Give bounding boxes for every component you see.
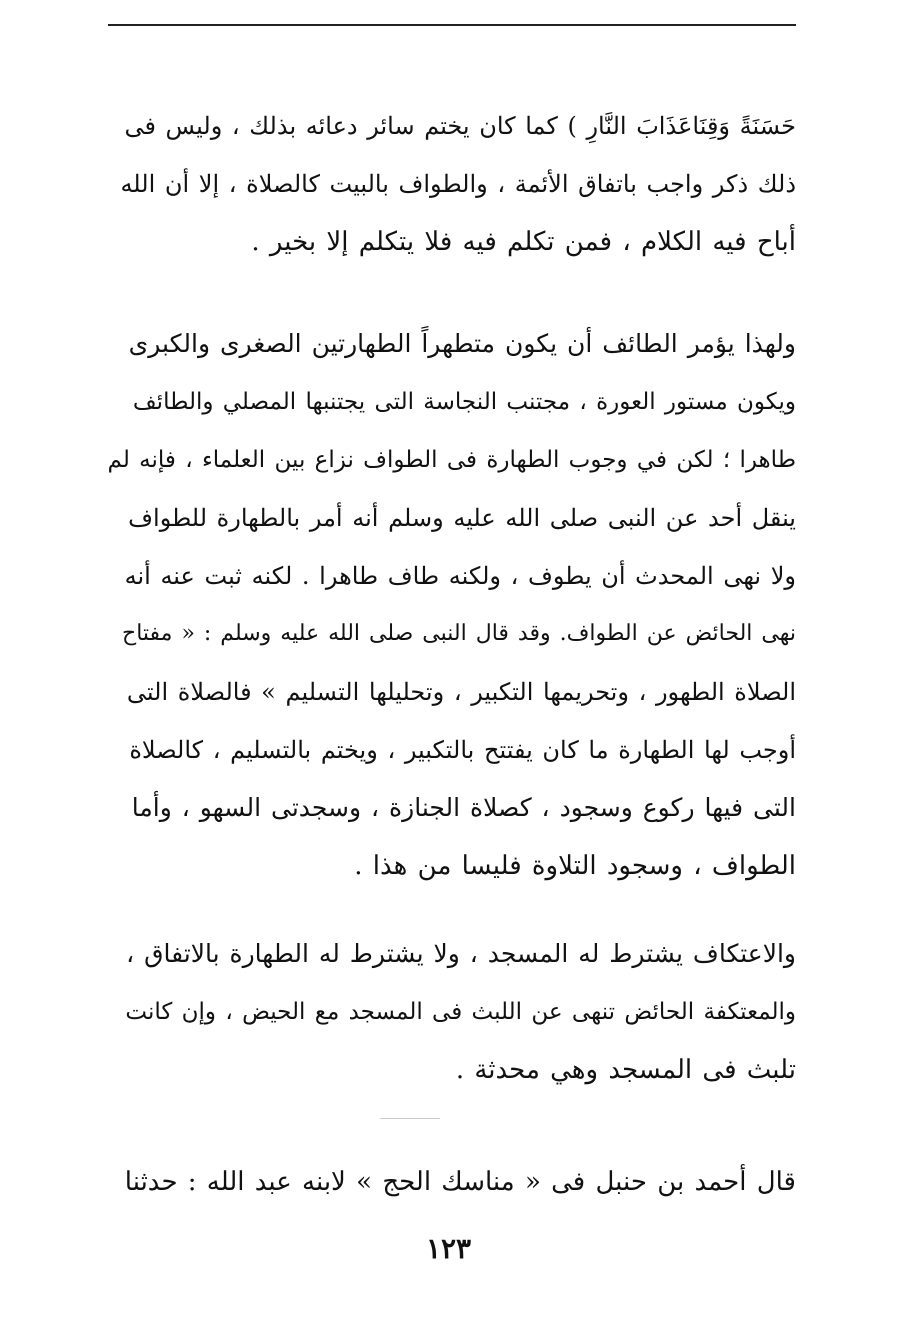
text-line: ولا نهى المحدث أن يطوف ، ولكنه طاف طاهرا . لكنه ثبت عنه أنه: [124, 562, 796, 590]
paragraph-3: [108, 925, 796, 1099]
top-rule: [108, 24, 796, 26]
text-line: طاهرا ؛ لكن في وجوب الطهارة فى الطواف نزاع بين العلماء ، فإنه لم: [108, 447, 796, 473]
paragraph-2: [108, 315, 796, 895]
page-number: ١٢٣: [425, 1232, 472, 1265]
text-line: قال أحمد بن حنبل فى « مناسك الحج » لابنه عبد الله : حدثنا: [124, 1167, 796, 1197]
text-line: الطواف ، وسجود التلاوة فليسا من هذا .: [354, 851, 796, 881]
text-line: والمعتكفة الحائض تنهى عن اللبث فى المسجد مع الحيض ، وإن كانت: [125, 999, 796, 1025]
text-line: والاعتكاف يشترط له المسجد ، ولا يشترط له الطهارة بالاتفاق ،: [126, 939, 796, 968]
text-line: أوجب لها الطهارة ما كان يفتتح بالتكبير ، ويختم بالتسليم ، كالصلاة: [129, 736, 796, 764]
faint-separator: [380, 1118, 440, 1119]
text-line: ويكون مستور العورة ، مجتنب النجاسة التى يجتنبها المصلي والطائف: [132, 389, 796, 415]
text-line: حَسَنَةً وَقِنَاعَذَابَ النَّارِ ) كما كان يختم سائر دعائه بذلك ، وليس فى: [124, 112, 796, 140]
text-line: ذلك ذكر واجب باتفاق الأئمة ، والطواف بالبيت كالصلاة ، إلا أن الله: [120, 170, 796, 198]
text-line: التى فيها ركوع وسجود ، كصلاة الجنازة ، وسجدتى السهو ، وأما: [131, 793, 796, 822]
text-line: نهى الحائض عن الطواف. وقد قال النبى صلى الله عليه وسلم : « مفتاح: [122, 621, 796, 646]
paragraph-1: [108, 97, 796, 271]
text-line: ولهذا يؤمر الطائف أن يكون متطهراً الطهارتين الصغرى والكبرى: [128, 329, 796, 358]
paragraph-4: [108, 1153, 796, 1211]
text-line: ينقل أحد عن النبى صلى الله عليه وسلم أنه أمر بالطهارة للطواف: [128, 504, 796, 532]
text-line: أباح فيه الكلام ، فمن تكلم فيه فلا يتكلم إلا بخير .: [251, 227, 796, 257]
text-line: تلبث فى المسجد وهي محدثة .: [455, 1055, 796, 1085]
text-line: الصلاة الطهور ، وتحريمها التكبير ، وتحليلها التسليم » فالصلاة التى: [126, 678, 796, 706]
